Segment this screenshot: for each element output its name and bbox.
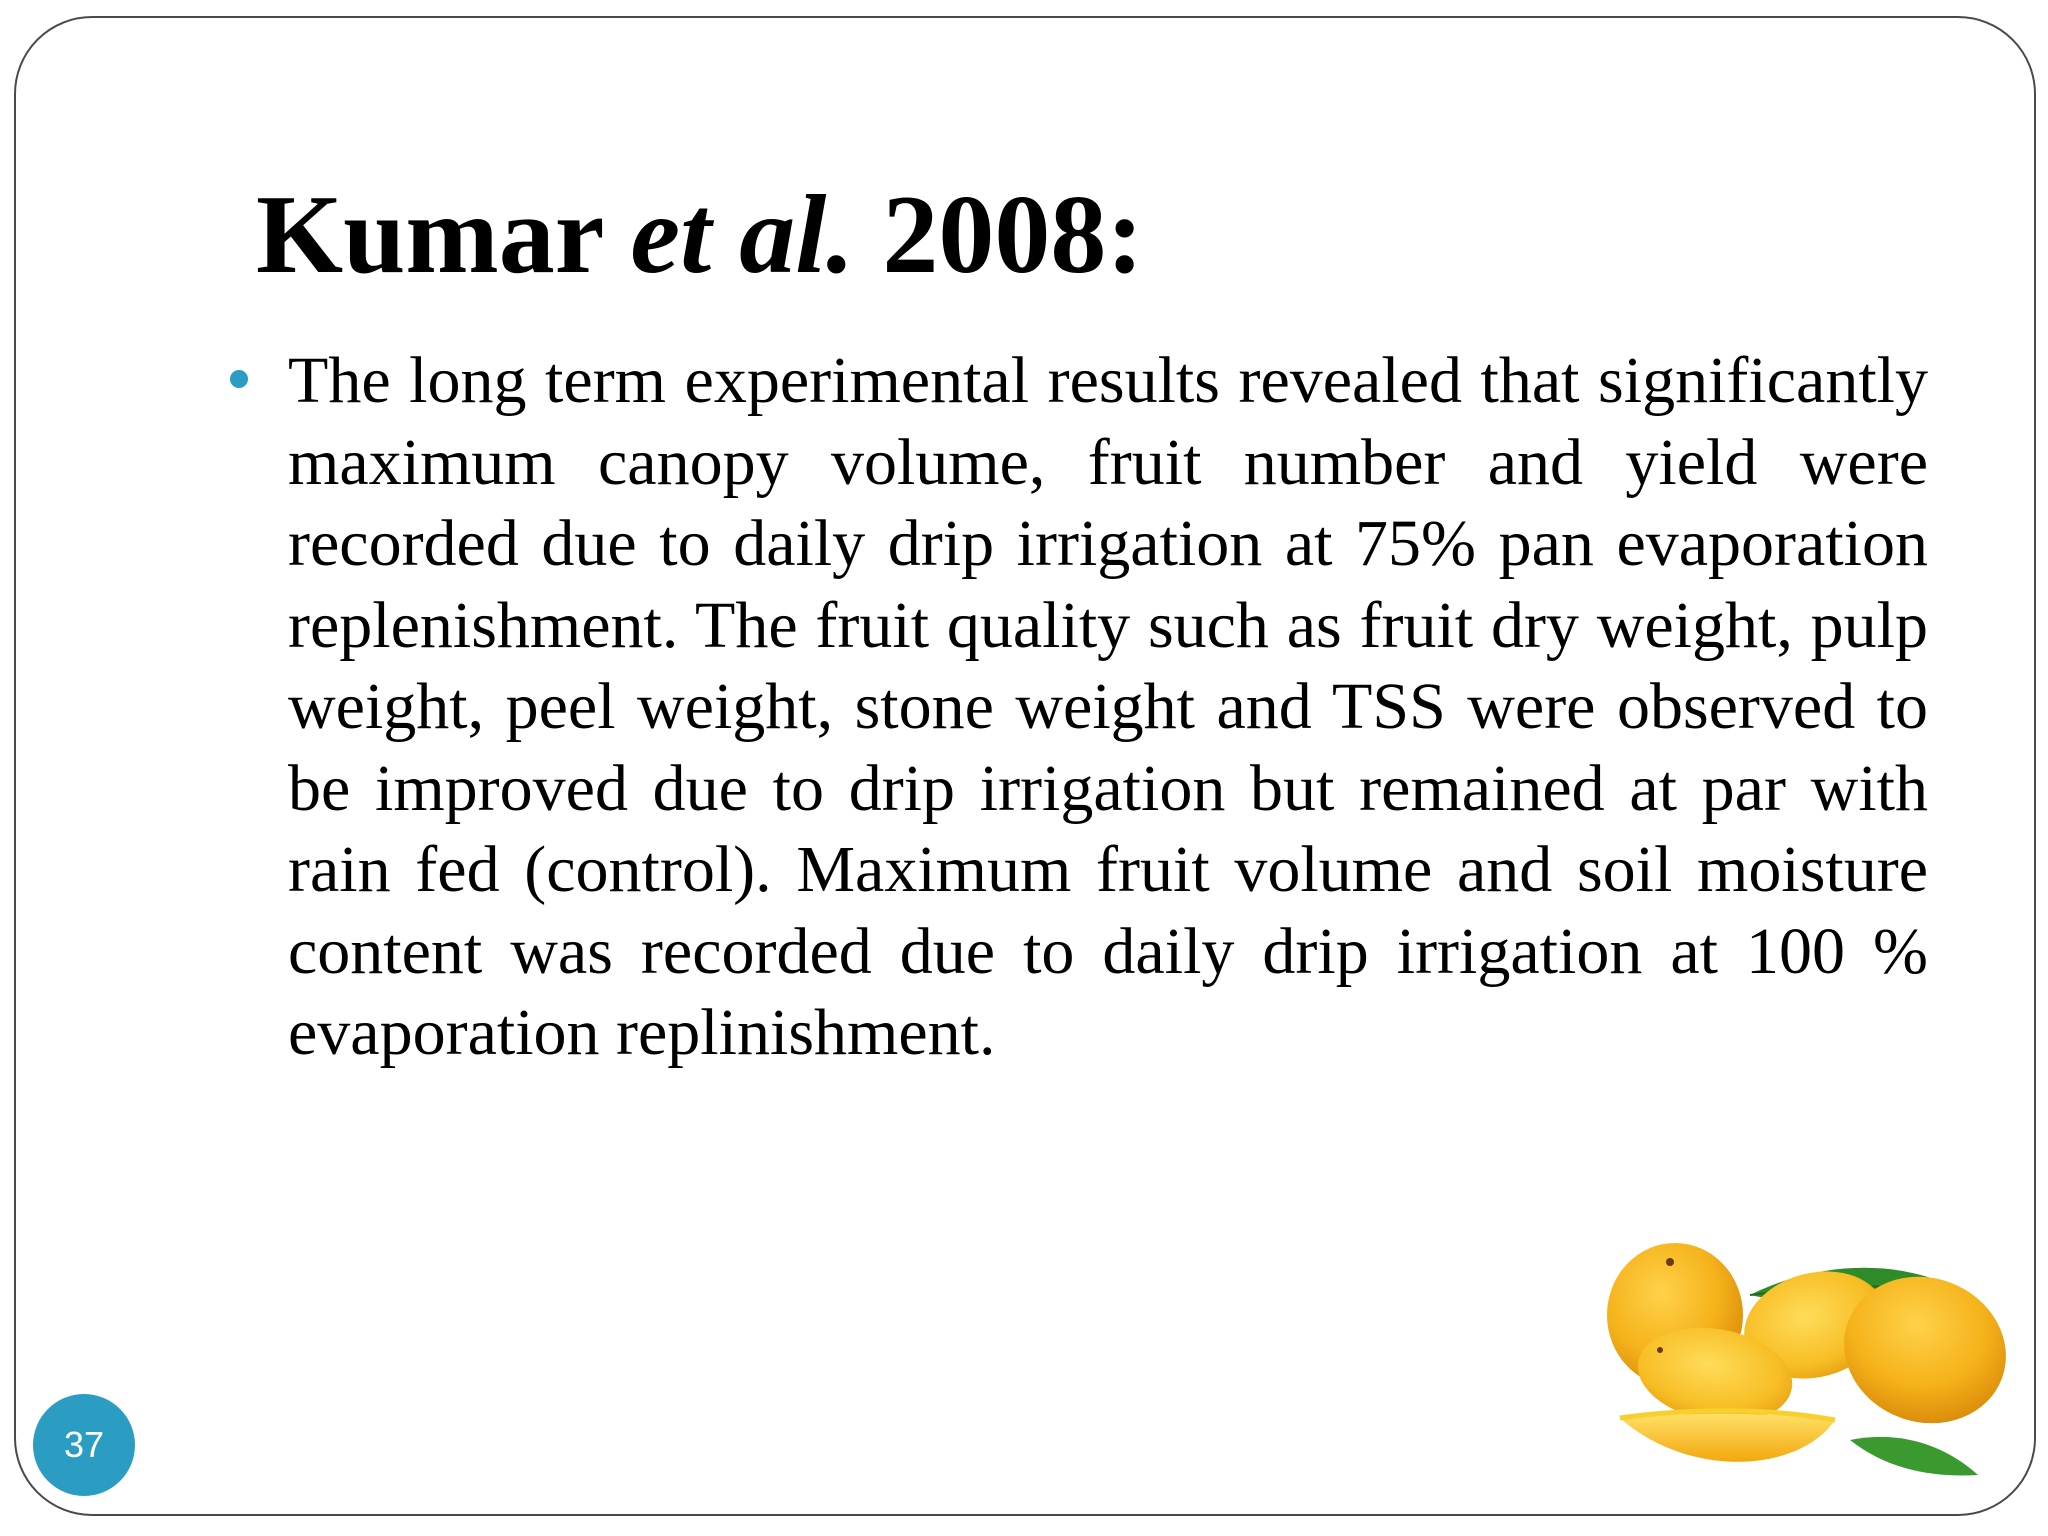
title-author: Kumar xyxy=(256,173,631,297)
bullet-text: The long term experimental results revealed that significantly maximum canopy volume, fruit number and yield were recorded due to daily drip irrigation at 75% pan evaporation replenishment. The fruit quality such as fruit dry weight, pulp weight, peel weight, stone weight and TSS were observed to be improved due to drip irrigation but remained at par with rain fed (control). Maximum fruit volume and soil moisture content was recorded due to daily drip irrigation at 100 % evaporation replinishment. xyxy=(288,344,1928,1069)
title-year: 2008: xyxy=(854,173,1144,297)
page-number-badge: 37 xyxy=(33,1394,135,1496)
bullet-item xyxy=(288,340,1928,1074)
bullet-list xyxy=(288,340,1928,1074)
title-et-al: et al. xyxy=(630,173,855,297)
bullet-dot-icon xyxy=(230,370,248,388)
slide-title xyxy=(256,170,1144,300)
mango-fruits-image xyxy=(1600,1240,2020,1500)
